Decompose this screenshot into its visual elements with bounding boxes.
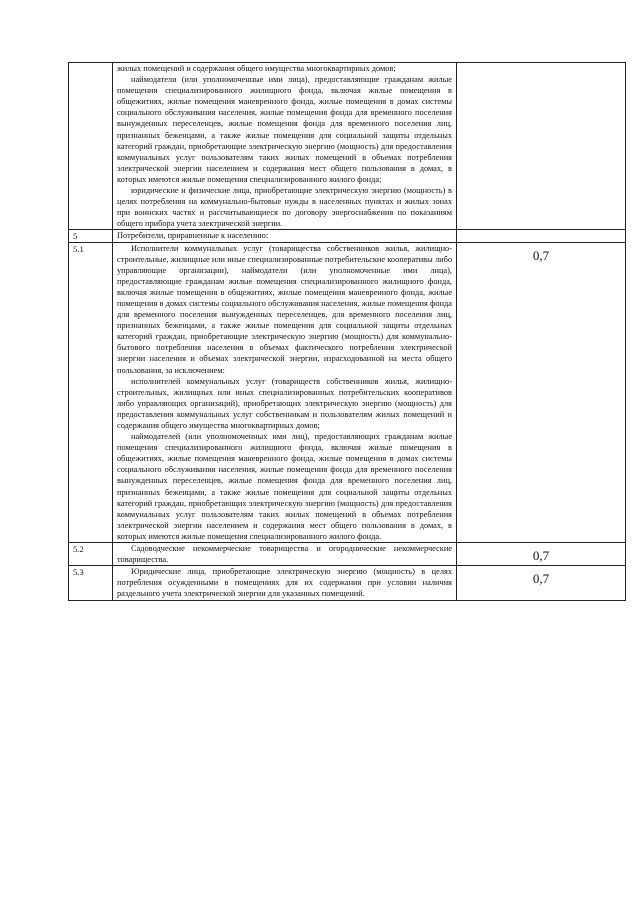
row-description bbox=[113, 543, 457, 566]
paragraph: Юридические лица, приобретающие электрическую энергию (мощность) в целях потребления осужденными в помещениях для их содержания при условии наличия раздельного учета электрической энергии для указанных помещений. bbox=[117, 567, 452, 599]
row-number: 5.3 bbox=[69, 566, 113, 600]
row-value: 0,7 bbox=[457, 242, 626, 543]
paragraph: юридические и физические лица, приобретающие электрическую энергию (мощность) в целях потребления на коммунально-бытовые нужды в населенных пунктах и жилых зонах при воинских частях и рассчитывающиеся по договору энергоснабжения по показаниям общего прибора учета электрической энергии. bbox=[117, 186, 452, 229]
row-description bbox=[113, 230, 457, 242]
row-description bbox=[113, 566, 457, 600]
paragraph: наймодателей (или уполномоченных ими лиц), предоставляющих гражданам жилые помещения специализированного жилищного фонда, включая жилые помещения в общежитиях, жилые помещения маневренного фонда, жилые помещения в домах системы социального обслуживания населения, жилые помещения фонда для временного поселения вынужденных переселенцев, жилые помещения фонда для временного поселения лиц, признанных беженцами, а также жилые помещения для социальной защиты отдельных категорий граждан, приобретающих электрическую энергию (мощность) для предоставления коммунальных услуг пользователям таких жилых помещений в объемах потребления электрической энергии населением и содержания мест общего пользования в домах, в которых имеются жилые помещения специализированного жилого фонда. bbox=[117, 432, 452, 541]
row-number: 5.1 bbox=[69, 242, 113, 543]
table-row bbox=[69, 242, 626, 543]
tariff-table bbox=[68, 62, 626, 601]
table-row bbox=[69, 63, 626, 230]
row-value: 0,7 bbox=[457, 543, 626, 566]
paragraph: жилых помещений и содержания общего имущества многоквартирных домов; bbox=[117, 64, 396, 73]
table-row bbox=[69, 230, 626, 242]
row-value: 0,7 bbox=[457, 566, 626, 600]
paragraph: Исполнители коммунальных услуг (товарищества собственников жилья, жилищно-строительные, жилищные или иные специализированные потребительские кооперативы либо управляющие организации), наймодатели (или уполномоченные ими лица), предоставляющие гражданам жилые помещения специализированного жилищного фонда, включая жилые помещения в общежитиях, жилые помещения маневренного фонда, жилые помещения в домах системы социального обслуживания населения, жилые помещения фонда для временного поселения вынужденных переселенцев, для временного поселения лиц, признанных беженцами, а также жилые помещения для социальной защиты отдельных категорий граждан, приобретающие электрическую энергию (мощность) для коммунально-бытового потребления населения в объемах фактического потребления электрической энергии населения и объемах электрической энергии, израсходованной на места общего пользования, за исключением: bbox=[117, 243, 452, 375]
row-description bbox=[113, 242, 457, 543]
table-row bbox=[69, 543, 626, 566]
paragraph: исполнителей коммунальных услуг (товариществ собственников жилья, жилищно-строительных, жилищных или иных специализированных потребительских кооперативов либо управляющих организаций), приобретающих электрическую энергию (мощность) для предоставления коммунальных услуг собственникам и пользователям жилых помещений и содержания общего имущества многоквартирных домов; bbox=[117, 376, 452, 430]
paragraph: Потребители, приравненные к населению: bbox=[117, 231, 269, 241]
paragraph: Садоводческие некоммерческие товарищества и огороднические некоммерческие товарищества. bbox=[117, 544, 452, 565]
row-description bbox=[113, 63, 457, 230]
row-number: 5 bbox=[69, 230, 113, 242]
row-value bbox=[457, 230, 626, 242]
row-value bbox=[457, 63, 626, 230]
table-row bbox=[69, 566, 626, 600]
paragraph: наймодатели (или уполномоченные ими лица), предоставляющие гражданам жилые помещения специализированного жилищного фонда, включая жилые помещения в общежитиях, жилые помещения маневренного фонда, жилые помещения в домах системы социального обслуживания населения, жилые помещения фонда для временного поселения вынужденных переселенцев, жилые помещения фонда для временного поселения лиц, признанных беженцами, а также жилые помещения для социальной защиты отдельных категорий граждан, приобретающие электрическую энергию (мощность) для предоставления коммунальных услуг пользователям таких жилых помещений в объемах потребления электрической энергии населением и содержания мест общего пользования в домах, в которых имеются жилые помещения специализированного жилого фонда; bbox=[117, 75, 452, 184]
row-number bbox=[69, 63, 113, 230]
row-number: 5.2 bbox=[69, 543, 113, 566]
